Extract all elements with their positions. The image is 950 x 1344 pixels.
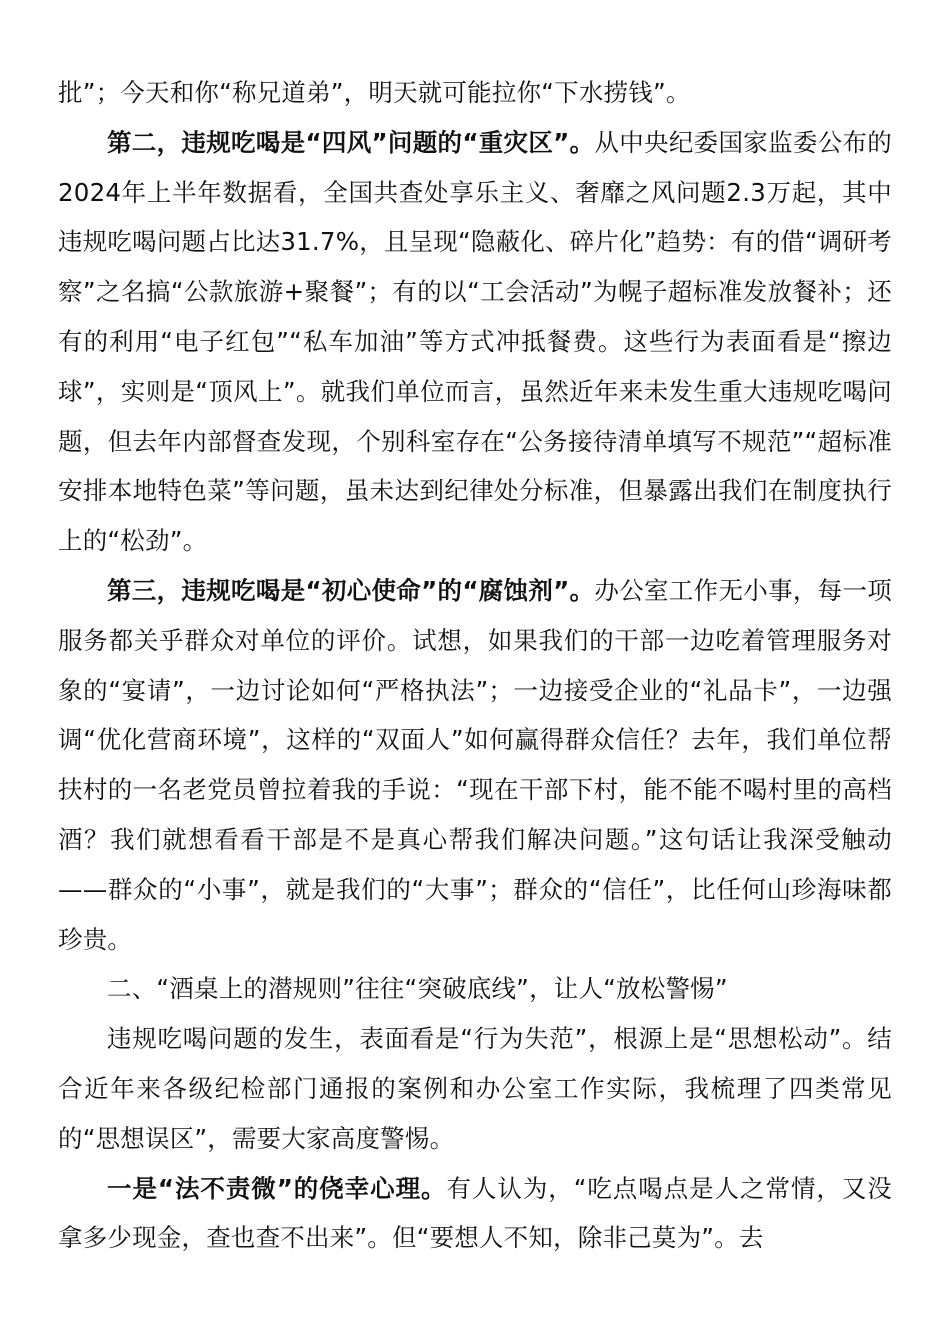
paragraph-5	[58, 1014, 892, 1163]
paragraph-2-text: 从中央纪委国家监委公布的2024年上半年数据看，全国共查处享乐主义、奢靡之风问题2.3万起，其中违规吃喝问题占比达31.7%，且呈现“隐蔽化、碎片化”趋势：有的借“调研考察”之名搞“公款旅游+聚餐”；有的以“工会活动”为幌子超标准发放餐补；还有的利用“电子红包”“私车加油”等方式冲抵餐费。这些行为表面看是“擦边球”，实则是“顶风上”。就我们单位而言，虽然近年来未发生重大违规吃喝问题，但去年内部督查发现，个别科室存在“公务接待清单填写不规范”“超标准安排本地特色菜”等问题，虽未达到纪律处分标准，但暴露出我们在制度执行上的“松劲”。	[58, 127, 893, 556]
paragraph-2	[58, 118, 892, 566]
paragraph-6-text: 有人认为，“吃点喝点是人之常情，又没拿多少现金，查也查不出来”。但“要想人不知，除非己莫为”。去	[58, 1173, 892, 1253]
paragraph-1-text: 批”；今天和你“称兄道弟”，明天就可能拉你“下水捞钱”。	[58, 78, 691, 107]
paragraph-5-text: 违规吃喝问题的发生，表面看是“行为失范”，根源上是“思想松动”。结合近年来各级纪检部门通报的案例和办公室工作实际，我梳理了四类常见的“思想误区”，需要大家高度警惕。	[58, 1024, 892, 1153]
section-heading-2	[58, 964, 892, 1014]
paragraph-6	[58, 1164, 892, 1264]
paragraph-3-text: 办公室工作无小事，每一项服务都关乎群众对单位的评价。试想，如果我们的干部一边吃着管理服务对象的“宴请”，一边讨论如何“严格执法”；一边接受企业的“礼品卡”，一边强调“优化营商环境”，这样的“双面人”如何赢得群众信任？去年，我们单位帮扶村的一名老党员曾拉着我的手说：“现在干部下村，能不能不喝村里的高档酒？我们就想看看干部是不是真心帮我们解决问题。”这句话让我深受触动——群众的“小事”，就是我们的“大事”；群众的“信任”，比任何山珍海味都珍贵。	[58, 575, 893, 954]
paragraph-3	[58, 566, 892, 964]
section-heading-2-text: 二、“酒桌上的潜规则”往往“突破底线”，让人“放松警惕”	[107, 974, 728, 1004]
paragraph-6-lead: 一是“法不责微”的侥幸心理。	[107, 1173, 447, 1203]
paragraph-1	[58, 68, 892, 118]
document-page	[58, 68, 892, 1263]
paragraph-2-lead: 第二，违规吃喝是“四风”问题的“重灾区”。	[107, 127, 595, 157]
paragraph-3-lead: 第三，违规吃喝是“初心使命”的“腐蚀剂”。	[107, 575, 595, 605]
